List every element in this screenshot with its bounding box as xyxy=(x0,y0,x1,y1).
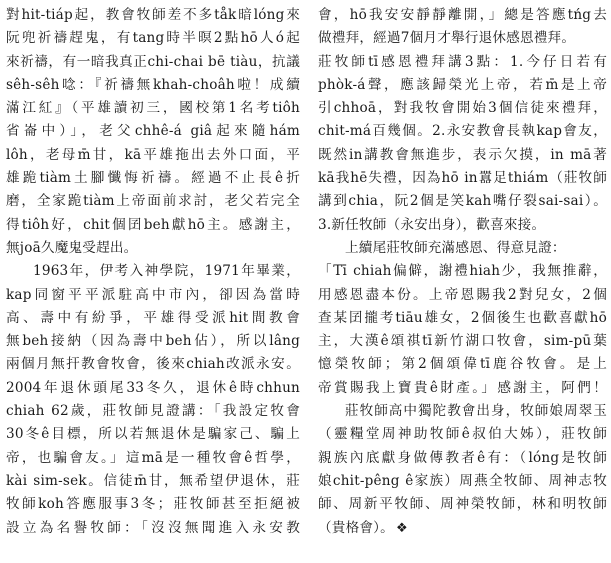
text-line: 30冬ê目標，所以若無退休是騙家己、騙上 xyxy=(6,426,300,443)
text-line: 無joā久魔鬼受趕出。 xyxy=(6,239,138,256)
text-line: 「Tī chiah偏僻，謝禮hiah少，我無推辭， xyxy=(318,263,607,280)
text-line: 高、壽中有紛爭，平雄得受派hit間教會 xyxy=(6,309,300,326)
text-line: sêh-sêh唸：『祈禱無khah-choâh啦！成續 xyxy=(6,76,300,93)
text-line: 來祈禱，有一暗我真正chi-chai bē tiàu，抗議 xyxy=(6,53,300,70)
text-line: 娘chit-pêng ê家族）周燕全牧師、周神志牧 xyxy=(318,472,607,489)
text-line: 帝賞賜我上寶貴ê財產。」感謝主，阿們！ xyxy=(318,379,607,396)
text-line: 憶榮牧師；第2個頌偉tī鹿谷牧會。是上 xyxy=(318,356,607,373)
left-column xyxy=(6,4,300,540)
right-column xyxy=(318,4,607,540)
text-line: 講到chia，阮2個是笑kah嘴仔裂sai-sai）。 xyxy=(318,193,607,210)
text-line: kài sim-sek。信徒m̄甘，無希望伊退休，莊 xyxy=(6,472,300,489)
text-line: 帝，也騙會友。」這mā是一種牧會ê哲學， xyxy=(6,449,300,466)
text-line: 滿江紅』（平雄讀初三，國校第1名考tiôh xyxy=(6,100,300,117)
text-line: 阮兜祈禱趕鬼，有tang時半暝2點hō人ó起 xyxy=(6,30,300,47)
text-line: 兩個月無扞教會牧會，後來chiah改派永安。 xyxy=(6,356,300,373)
text-line: 磨，全家跪tiàm上帝面前求討，老父若完全 xyxy=(6,193,300,210)
paragraph-first-line: 1963年，伊考入神學院，1971年畢業， xyxy=(33,263,300,280)
text-line: chiah 62歲，莊牧師見證講：「我設定牧會 xyxy=(6,403,300,420)
text-line: chit-má百幾個。2.永安教會長執kap會友， xyxy=(318,123,607,140)
text-line: 查某囝攏考tiāu雄女，2個後生也歡喜獻hō xyxy=(318,309,607,326)
text-line: 做禮拜，經過7個月才舉行退休感恩禮拜。 xyxy=(318,30,576,47)
text-line: 引chhoā，對我牧會開始3個信徒來禮拜， xyxy=(318,100,607,117)
end-mark-icon: ❖ xyxy=(395,520,408,536)
text-line: kā我hē失禮，因為hō in囂足thiám（莊牧師 xyxy=(318,170,607,187)
text-line: 親族內底獻身做傳教者ê有：（lóng是牧師 xyxy=(318,449,607,466)
paragraph-first-line: 莊牧師高中獨陀教會出身，牧師娘周翠玉 xyxy=(345,403,607,420)
text-line: phòk-á聲，應該歸榮光上帝，若m̄是上帝 xyxy=(318,76,607,93)
text-line: 既然in講教會無進步，表示欠摸，in mā著 xyxy=(318,146,607,163)
text-line: 無beh接納（因為壽中beh佔），所以lâng xyxy=(6,333,300,350)
text-line: kap同窗平平派駐高中市內，卻因為當時 xyxy=(6,286,300,303)
text-line: 主，大漢ê頌祺tī新竹湖口牧會，sim-pū葉 xyxy=(318,333,607,350)
text-line: 會，hō我安安靜靜離開，」總是答應tńg去 xyxy=(318,7,607,23)
final-line-text: （貴格會）。 xyxy=(318,519,394,536)
text-line: 2004年退休頭尾33冬久，退休ê時chhun xyxy=(6,379,300,396)
text-line: 得tiôh好，chit個囝beh獻hō主。感謝主， xyxy=(6,216,300,233)
text-line: 牧師koh答應服事3冬；莊牧師甚至拒絕被 xyxy=(6,496,300,513)
text-line: （靈糧堂周神助牧師ê叔伯大姊），莊牧師 xyxy=(318,426,607,443)
text-line: 3.新任牧師（永安出身），歡喜來接。 xyxy=(318,216,546,233)
paragraph-first-line: 上續尾莊牧師充滿感恩、得意見證： xyxy=(345,239,566,256)
text-line: 雄跪tiàm土腳懺悔祈禱。經過不止長ê折 xyxy=(6,170,300,187)
text-line: 用感恩盡本份。上帝恩賜我2對兒女，2個 xyxy=(318,286,607,303)
text-line: 省崙中）」，老父chhê-á giâ起來隨hám xyxy=(6,123,300,140)
text-line: 設立為名譽牧師：「沒沒無聞進入永安教 xyxy=(6,519,300,536)
text-line: 莊牧師tī感恩禮拜講3點：1.今仔日若有 xyxy=(318,53,607,70)
text-line: 師、周新平牧師、周神榮牧師，林和明牧師 xyxy=(318,496,607,513)
final-line xyxy=(318,517,607,540)
text-line: lôh，老母m̄甘，kā平雄拖出去外口面，平 xyxy=(6,146,300,163)
text-line: 對hit-tiáp起，教會牧師差不多tåk暗lóng來 xyxy=(6,7,300,23)
